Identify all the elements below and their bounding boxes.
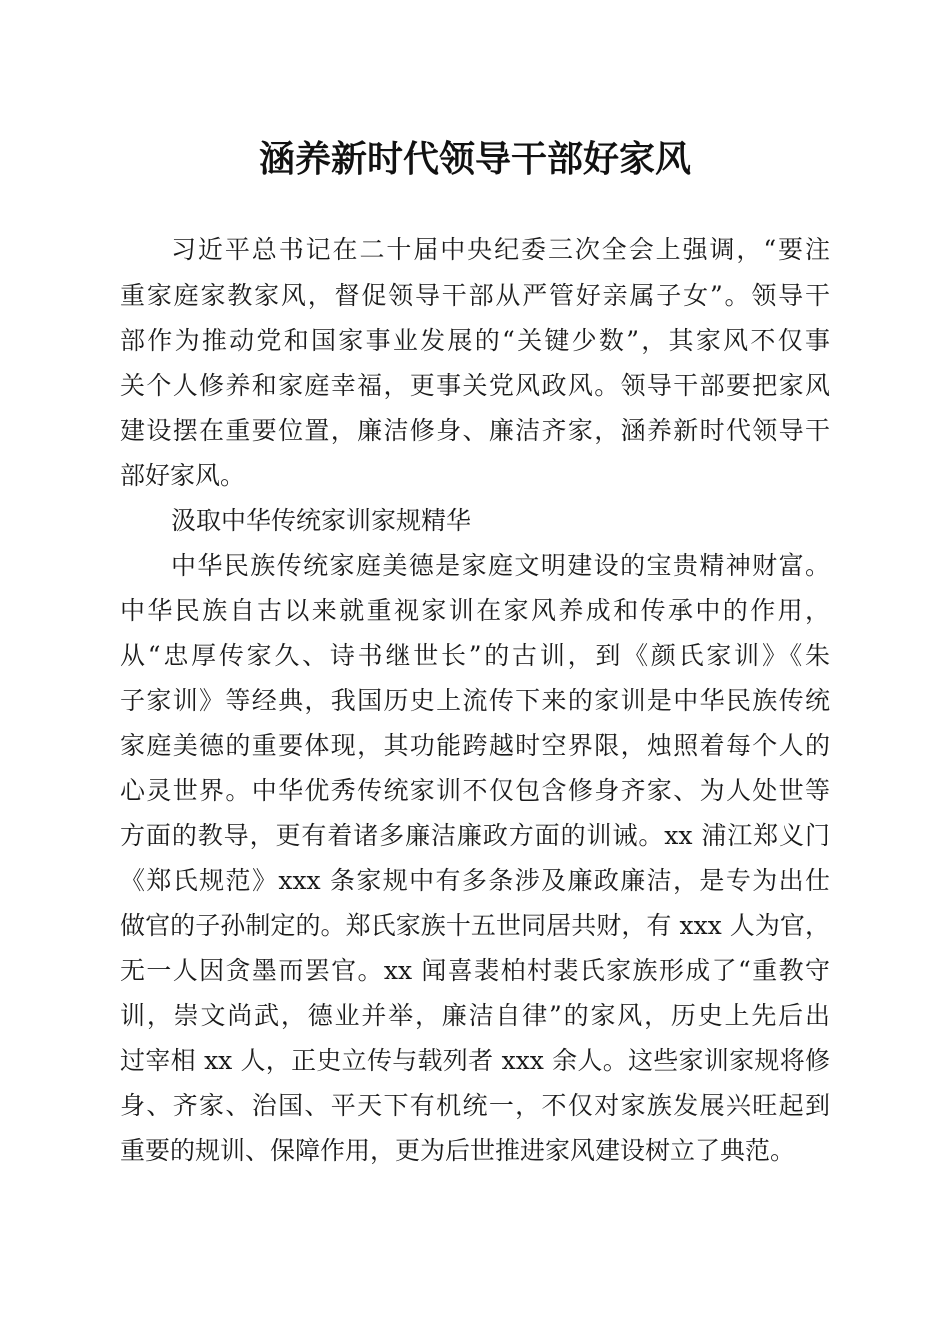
paragraph-line: 重家庭家教家风，督促领导干部从严管好亲属子女”。领导干 xyxy=(120,281,830,310)
document-title: 涵养新时代领导干部好家风 xyxy=(258,138,691,180)
paragraph-line: 中华民族传统家庭美德是家庭文明建设的宝贵精神财富。 xyxy=(171,551,830,580)
paragraph-line: 无一人因贪墨而罢官。xx 闻喜裴柏村裴氏家族形成了“重教守 xyxy=(120,956,830,985)
paragraph-line: 部好家风。 xyxy=(120,461,246,490)
paragraph-line: 关个人修养和家庭幸福，更事关党风政风。领导干部要把家风 xyxy=(120,371,830,400)
paragraph-line: 子家训》等经典，我国历史上流传下来的家训是中华民族传统 xyxy=(120,686,830,715)
paragraph-line: 《郑氏规范》xxx 条家规中有多条涉及廉政廉洁，是专为出仕 xyxy=(120,866,830,895)
paragraph-line: 习近平总书记在二十届中央纪委三次全会上强调，“要注 xyxy=(171,235,830,264)
paragraph-line: 身、齐家、治国、平天下有机统一，不仅对家族发展兴旺起到 xyxy=(120,1091,830,1120)
paragraph-line: 训，崇文尚武，德业并举，廉洁自律”的家风，历史上先后出 xyxy=(120,1001,830,1030)
paragraph-line: 建设摆在重要位置，廉洁修身、廉洁齐家，涵养新时代领导干 xyxy=(120,416,830,445)
paragraph-line: 家庭美德的重要体现，其功能跨越时空界限，烛照着每个人的 xyxy=(120,731,830,760)
paragraph-line: 从“忠厚传家久、诗书继世长”的古训，到《颜氏家训》《朱 xyxy=(120,641,830,670)
paragraph-line: 做官的子孙制定的。郑氏家族十五世同居共财，有 xxx 人为官， xyxy=(120,911,830,940)
paragraph-line: 部作为推动党和国家事业发展的“关键少数”，其家风不仅事 xyxy=(120,326,830,355)
paragraph-line: 过宰相 xx 人，正史立传与载列者 xxx 余人。这些家训家规将修 xyxy=(120,1046,830,1075)
paragraph-line: 方面的教导，更有着诸多廉洁廉政方面的训诫。xx 浦江郑义门 xyxy=(120,821,830,850)
paragraph-line: 心灵世界。中华优秀传统家训不仅包含修身齐家、为人处世等 xyxy=(120,776,830,805)
paragraph-line: 中华民族自古以来就重视家训在家风养成和传承中的作用， xyxy=(120,596,830,625)
paragraph-line: 重要的规训、保障作用，更为后世推进家风建设树立了典范。 xyxy=(120,1136,796,1165)
section-heading: 汲取中华传统家训家规精华 xyxy=(171,506,472,535)
